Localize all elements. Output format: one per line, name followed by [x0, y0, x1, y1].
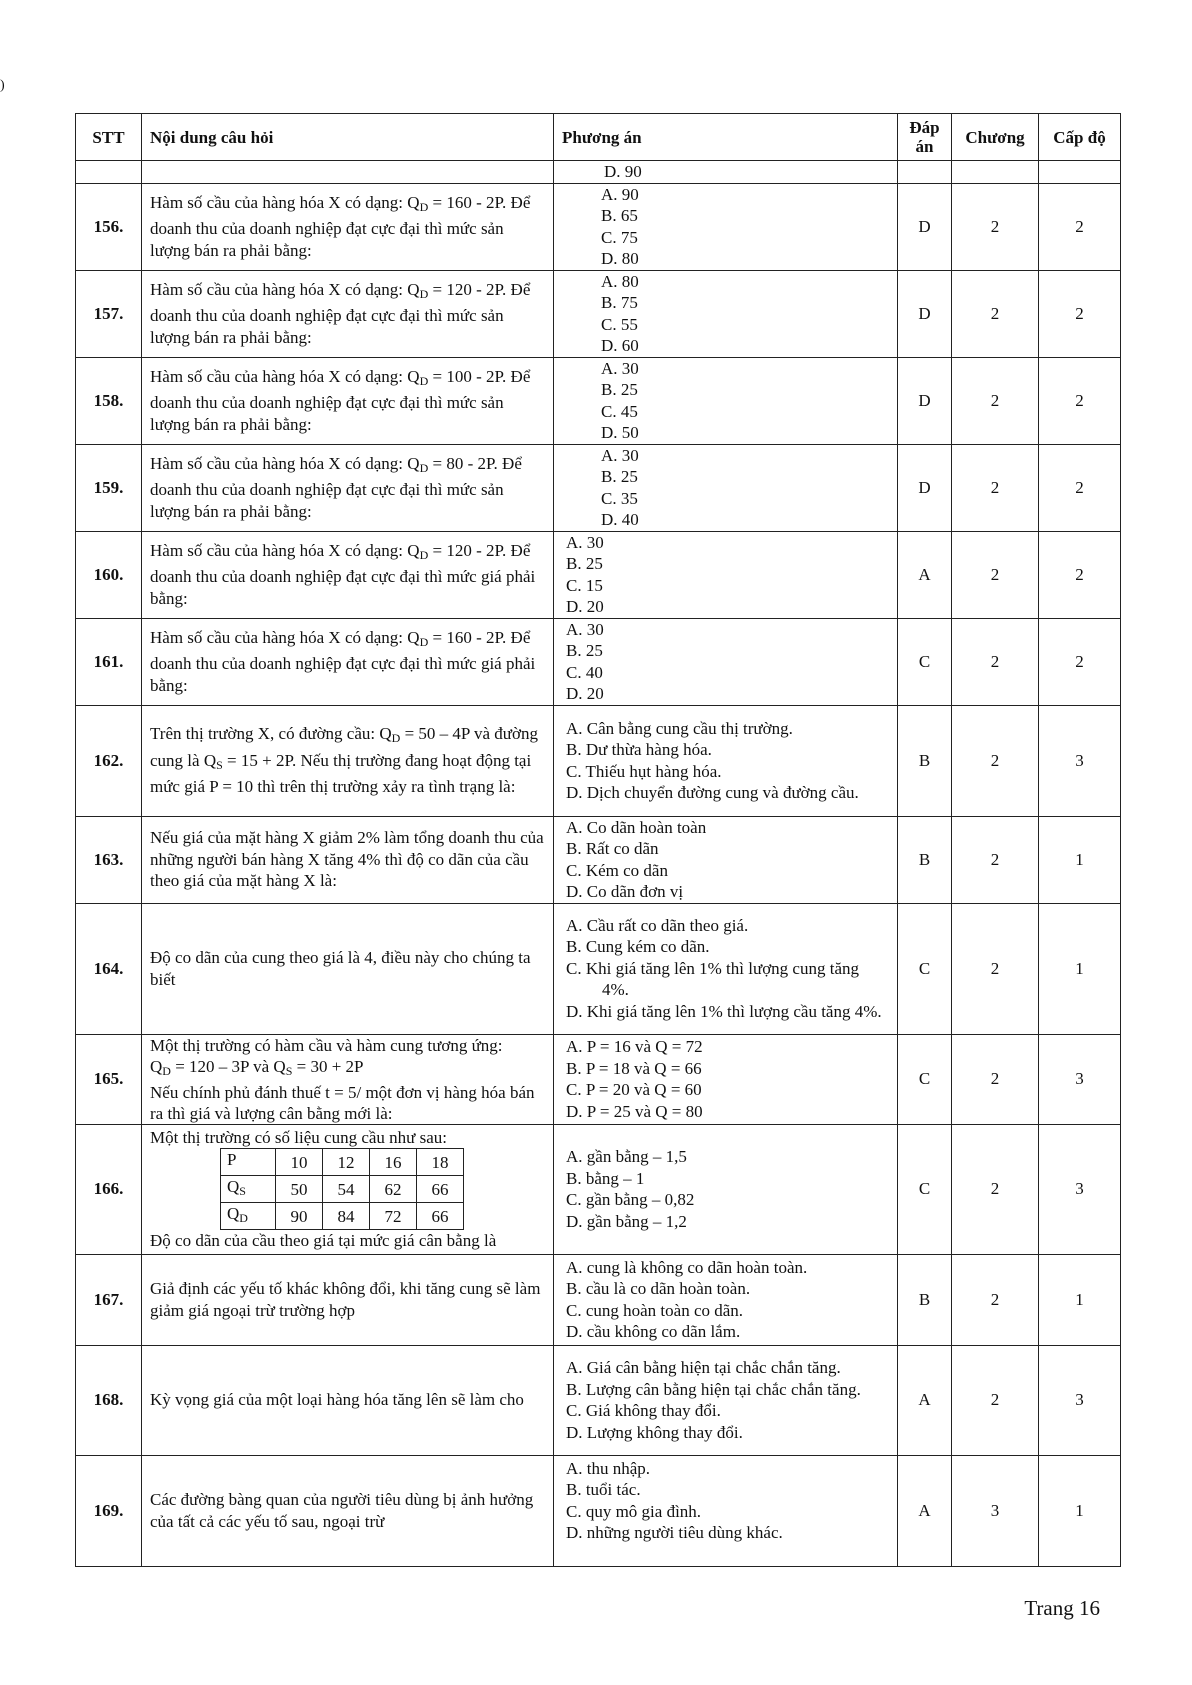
answer-cell: A	[898, 1345, 952, 1455]
table-row	[76, 1124, 1121, 1254]
options-cell	[554, 357, 898, 444]
option-text: C. cung hoàn toàn co dãn.	[566, 1300, 744, 1320]
option-text: B. tuổi tác.	[566, 1480, 641, 1499]
row-number: 157.	[76, 270, 142, 357]
chapter-cell: 2	[952, 903, 1039, 1034]
option-text: B. P = 18 và Q = 66	[566, 1058, 702, 1078]
row-number: 165.	[76, 1034, 142, 1124]
answer-cell: D	[898, 357, 952, 444]
chapter-cell: 2	[952, 1124, 1039, 1254]
option-text: B. 25	[566, 641, 603, 660]
level-cell: 2	[1039, 531, 1121, 618]
row-number: 161.	[76, 618, 142, 705]
answer-cell: D	[898, 444, 952, 531]
row-number: 168.	[76, 1345, 142, 1455]
option-text: B. cầu là co dãn hoàn toàn.	[566, 1279, 751, 1298]
option-text: A. 30	[566, 532, 604, 552]
option-text: A. cung là không co dãn hoàn toàn.	[566, 1257, 808, 1277]
level-cell: 2	[1039, 270, 1121, 357]
answer-cell: C	[898, 1034, 952, 1124]
question-text: Các đường bàng quan của người tiêu dùng bị ảnh hưởng của tất cả các yếu tố sau, ngoại trừ	[142, 1455, 554, 1566]
level-cell: 2	[1039, 618, 1121, 705]
options-cell	[554, 903, 898, 1034]
options-cell	[554, 531, 898, 618]
option-text: B. 25	[566, 554, 603, 573]
row-number: 158.	[76, 357, 142, 444]
table-row	[76, 903, 1121, 1034]
header-chapter: Chương	[952, 114, 1039, 161]
table-row	[76, 1034, 1121, 1124]
question-text: Trên thị trường X, có đường cầu: $Q_D = 50 - 4P$ và đường cung là $Q_S = 15 + 2P$. Nếu thị trường đang hoạt động tại mức giá P = 10 thì trên thị trường xảy ra tình trạng là:	[142, 705, 554, 816]
chapter-cell: 2	[952, 1034, 1039, 1124]
question-text: Hàm số cầu của hàng hóa X có dạng: $Q_D = 80 - 2P$. Để doanh thu của doanh nghiệp đạt cực đại thì mức sản lượng bán ra phải bằng:	[142, 444, 554, 531]
question-text: Một thị trường có hàm cầu và hàm cung tương ứng: $Q_D = 120 - 3P$ và $Q_S = 30 + 2P$ Nếu chính phủ đánh thuế t = 5/ một đơn vị hàng hóa bán ra thì giá và lượng cân bằng mới là:	[142, 1034, 554, 1124]
option-text: D. 90	[604, 162, 642, 181]
question-text: Hàm số cầu của hàng hóa X có dạng: $Q_D = 100 - 2P$. Để doanh thu của doanh nghiệp đạt cực đại thì mức sản lượng bán ra phải bằng:	[142, 357, 554, 444]
option-text: C. Kém co dãn	[566, 860, 668, 880]
row-number: 162.	[76, 705, 142, 816]
level-cell: 3	[1039, 705, 1121, 816]
answer-cell: C	[898, 618, 952, 705]
table-row: $Q_D$ 90 84 72 66	[221, 1203, 464, 1230]
option-text: D. 80	[601, 249, 639, 268]
option-text: D. Khi giá tăng lên 1% thì lượng cầu tăng 4%.	[566, 1001, 882, 1021]
continuation-row	[76, 161, 1121, 184]
options-cell	[554, 270, 898, 357]
option-text: D. những người tiêu dùng khác.	[566, 1523, 783, 1542]
row-number: 159.	[76, 444, 142, 531]
level-cell: 1	[1039, 903, 1121, 1034]
table-row	[76, 183, 1121, 270]
option-text: D. Dịch chuyển đường cung và đường cầu.	[566, 783, 859, 802]
option-text: C. 45	[601, 401, 638, 421]
option-text: C. 15	[566, 575, 603, 595]
answer-cell: D	[898, 183, 952, 270]
chapter-cell: 2	[952, 1345, 1039, 1455]
option-text: D. 40	[601, 510, 639, 529]
option-text: C. P = 20 và Q = 60	[566, 1080, 702, 1099]
question-text: Hàm số cầu của hàng hóa X có dạng: $Q_D = 120 - 2P$. Để doanh thu của doanh nghiệp đạt cực đại thì mức giá phải bằng:	[142, 531, 554, 618]
options-cell	[554, 1034, 898, 1124]
option-text: B. 75	[601, 293, 638, 312]
level-cell: 3	[1039, 1345, 1121, 1455]
option-text: A. gần bằng – 1,5	[566, 1147, 687, 1166]
option-text: C. Thiếu hụt hàng hóa.	[566, 761, 722, 781]
level-cell: 1	[1039, 1455, 1121, 1566]
table-row	[76, 531, 1121, 618]
level-cell: 3	[1039, 1034, 1121, 1124]
table-row	[76, 705, 1121, 816]
option-text: C. gần bằng – 0,82	[566, 1190, 695, 1209]
level-cell: 3	[1039, 1124, 1121, 1254]
option-text: C. quy mô gia đình.	[566, 1501, 702, 1521]
answer-cell: B	[898, 705, 952, 816]
level-cell: 2	[1039, 183, 1121, 270]
option-text: D. 50	[601, 423, 639, 442]
chapter-cell: 2	[952, 705, 1039, 816]
option-text: D. 20	[566, 684, 604, 703]
options-cell	[554, 705, 898, 816]
option-text: A. Cầu rất co dãn theo giá.	[566, 915, 749, 935]
row-number: 169.	[76, 1455, 142, 1566]
question-text: Kỳ vọng giá của một loại hàng hóa tăng lên sẽ làm cho	[142, 1345, 554, 1455]
options-cell	[554, 1455, 898, 1566]
row-number: 164.	[76, 903, 142, 1034]
options-cell	[554, 183, 898, 270]
option-text: A. 90	[601, 184, 639, 204]
table-row: P 10 12 16 18	[221, 1149, 464, 1176]
option-text: B. Lượng cân bằng hiện tại chắc chắn tăng.	[566, 1379, 861, 1399]
option-text: A. 30	[601, 358, 639, 378]
header-answer: Đáp án	[898, 114, 952, 161]
answer-cell: D	[898, 270, 952, 357]
page-number: Trang 16	[1024, 1596, 1100, 1620]
options-cell	[554, 1124, 898, 1254]
option-text: D. Co dãn đơn vị	[566, 882, 684, 901]
chapter-cell: 2	[952, 270, 1039, 357]
table-row: $Q_S$ 50 54 62 66	[221, 1176, 464, 1203]
option-text: B. 25	[601, 380, 638, 399]
options-cell	[554, 1345, 898, 1455]
question-text: Một thị trường có số liệu cung cầu như sau: P 10 12 16 18 $Q_S$ 50 54 62 66 $Q_D$ 90 84 72 66 Độ co dãn của cầu theo giá tại mức giá cân bằng là	[142, 1124, 554, 1254]
level-cell: 1	[1039, 816, 1121, 903]
option-text: C. 75	[601, 227, 638, 247]
option-text: A. thu nhập.	[566, 1458, 651, 1478]
table-row	[76, 816, 1121, 903]
chapter-cell: 2	[952, 618, 1039, 705]
chapter-cell: 2	[952, 357, 1039, 444]
option-text: B. Cung kém co dãn.	[566, 937, 710, 957]
option-text: D. gần bằng – 1,2	[566, 1211, 687, 1231]
row-number: 156.	[76, 183, 142, 270]
option-text: C. 55	[601, 314, 638, 334]
row-number: 163.	[76, 816, 142, 903]
question-text: Nếu giá của mặt hàng X giảm 2% làm tổng doanh thu của những người bán hàng X tăng 4% thì độ co dãn của cầu theo giá của mặt hàng X là:	[142, 816, 554, 903]
option-text: A. Co dãn hoàn toàn	[566, 817, 707, 837]
row-number: 166.	[76, 1124, 142, 1254]
option-text: C. Khi giá tăng lên 1% thì lượng cung tăng 4%.	[566, 958, 859, 1000]
option-text: A. 30	[601, 445, 639, 465]
answer-cell: B	[898, 816, 952, 903]
question-table	[75, 113, 1121, 1567]
chapter-cell: 2	[952, 444, 1039, 531]
option-text: C. Giá không thay đổi.	[566, 1401, 721, 1420]
chapter-cell: 2	[952, 816, 1039, 903]
option-text: A. 80	[601, 271, 639, 291]
option-text: B. 65	[601, 206, 638, 225]
option-text: C. 40	[566, 662, 603, 682]
level-cell: 2	[1039, 444, 1121, 531]
chapter-cell: 2	[952, 183, 1039, 270]
header-content: Nội dung câu hỏi	[142, 114, 554, 161]
option-text: B. Dư thừa hàng hóa.	[566, 740, 712, 759]
row-number: 160.	[76, 531, 142, 618]
question-text: Giả định các yếu tố khác không đổi, khi tăng cung sẽ làm giảm giá ngoại trừ trường hợp	[142, 1254, 554, 1345]
option-text: B. bằng – 1	[566, 1168, 645, 1188]
table-row	[76, 1345, 1121, 1455]
table-row	[76, 1254, 1121, 1345]
option-text: D. cầu không co dãn lắm.	[566, 1322, 741, 1341]
answer-cell: C	[898, 1124, 952, 1254]
row-number: 167.	[76, 1254, 142, 1345]
table-row	[76, 618, 1121, 705]
options-cell	[554, 1254, 898, 1345]
option-text: C. 35	[601, 488, 638, 508]
header-level: Cấp độ	[1039, 114, 1121, 161]
table-row	[76, 444, 1121, 531]
answer-cell: B	[898, 1254, 952, 1345]
option-text: D. 20	[566, 597, 604, 616]
options-cell	[554, 816, 898, 903]
option-text: D. Lượng không thay đổi.	[566, 1422, 743, 1442]
corner-mark: )	[0, 78, 5, 93]
header-stt: STT	[76, 114, 142, 161]
option-text: B. 25	[601, 467, 638, 486]
header-options: Phương án	[554, 114, 898, 161]
option-text: A. Giá cân bằng hiện tại chắc chắn tăng.	[566, 1358, 841, 1377]
table-row	[76, 270, 1121, 357]
answer-cell: A	[898, 1455, 952, 1566]
options-cell	[554, 618, 898, 705]
chapter-cell: 3	[952, 1455, 1039, 1566]
option-text: D. 60	[601, 336, 639, 355]
option-text: B. Rất co dãn	[566, 839, 659, 858]
level-cell: 2	[1039, 357, 1121, 444]
question-text: Độ co dãn của cung theo giá là 4, điều này cho chúng ta biết	[142, 903, 554, 1034]
chapter-cell: 2	[952, 531, 1039, 618]
table-header-row	[76, 114, 1121, 161]
question-text: Hàm số cầu của hàng hóa X có dạng: $Q_D = 160 - 2P$. Để doanh thu của doanh nghiệp đạt cực đại thì mức giá phải bằng:	[142, 618, 554, 705]
chapter-cell: 2	[952, 1254, 1039, 1345]
question-text: Hàm số cầu của hàng hóa X có dạng: $Q_D = 120 - 2P$. Để doanh thu của doanh nghiệp đạt cực đại thì mức sản lượng bán ra phải bằng:	[142, 270, 554, 357]
option-text: A. P = 16 và Q = 72	[566, 1037, 703, 1056]
options-cell	[554, 444, 898, 531]
option-text: A. 30	[566, 619, 604, 639]
option-text: A. Cân bằng cung cầu thị trường.	[566, 718, 793, 738]
supply-demand-table	[220, 1148, 464, 1230]
question-text: Hàm số cầu của hàng hóa X có dạng: $Q_D = 160 - 2P$. Để doanh thu của doanh nghiệp đạt cực đại thì mức sản lượng bán ra phải bằng:	[142, 183, 554, 270]
answer-cell: A	[898, 531, 952, 618]
answer-cell: C	[898, 903, 952, 1034]
table-row	[76, 357, 1121, 444]
table-row	[76, 1455, 1121, 1566]
option-text: D. P = 25 và Q = 80	[566, 1101, 703, 1121]
level-cell: 1	[1039, 1254, 1121, 1345]
